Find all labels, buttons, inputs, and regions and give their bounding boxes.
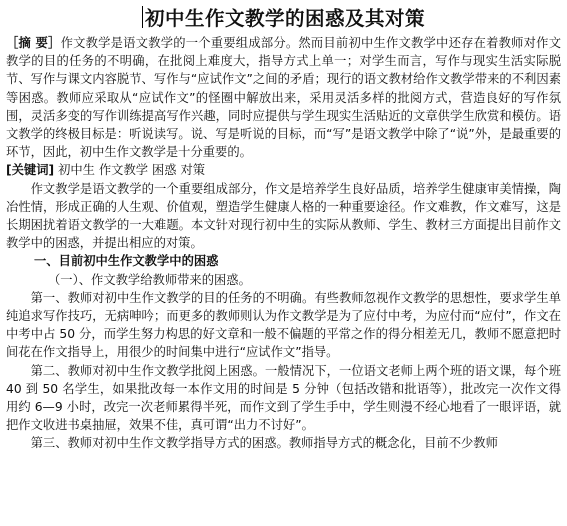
body-paragraph-3: 第三、教师对初中生作文教学指导方式的困惑。教师指导方式的概念化，目前不少教师: [30, 436, 498, 451]
keywords-label: [关键词]: [6, 163, 55, 178]
subsection-heading: （一）、作文教学给教师带来的困惑。: [48, 272, 251, 287]
intro-paragraph: 作文教学是语文教学的一个重要组成部分，作文是培养学生良好品质，培养学生健康审美情操，陶冶性情，形成正确的人生观、价值观，塑造学生健康人格的一种重要途径。作文难教，作文难写，这是长期困扰着语文教学的一大难题。本文针对现行初中生的实际从教师、学生、教材三方面提出目前作文教学中的困惑，并提出相应的对策。: [6, 181, 561, 251]
section-heading: 一、目前初中生作文教学中的困惑: [34, 254, 219, 269]
body-paragraph-1: 第一、教师对初中生作文教学的目的任务的不明确。有些教师忽视作文教学的思想性，要求学生单纯追求写作技巧，无病呻吟；而更多的教师则认为作文教学是为了应付中考，为应付而“应付”，作文在中考中占 50 分，而学生努力构思的好文章和一般不偏题的平常之作的得分相差无几，教师不愿意把时间花在作文指导上，用很少的时间集中进行“应试作文”指导。: [6, 290, 561, 360]
abstract-text: 作文教学是语文教学的一个重要组成部分。然而目前初中生作文教学中还存在着教师对作文教学的目的任务的不明确，在批阅上难度大，指导方式上单一；对学生而言，写作与现实生活实际脱节、写作与课文内容脱节、写作与“应试作文”之间的矛盾；现行的语文教材给作文教学带来的不利因素等困惑。教师应采取从“应试作文”的怪圈中解放出来，采用灵活多样的批阅方式，营造良好的写作氛围，灵活多变的写作训练提高写作兴趣，同时应提供与学生现实生活贴近的文章供学生欣赏和模仿。语文教学的终极目标是：听说读写。说、写是听说的目标，而“写”是语文教学中除了“说”外，是最重要的环节，因此，初中生作文教学是十分重要的。: [6, 36, 561, 160]
title-row: [6, 0, 561, 34]
body-paragraph-2: 第二、教师对初中生作文教学批阅上困惑。一般情况下，一位语文老师上两个班的语文课，每个班 40 到 50 名学生，如果批改每一本作文用的时间是 5 分钟（包括改错和批语等），批改完一次作文得用约 6—9 小时，改完一次老师累得半死，而作文到了学生手中，学生则漫不经心地看了一眼评语，就把作文收进书桌抽屉，效果不佳，真可谓“出力不讨好”。: [6, 363, 561, 433]
abstract-paragraph: [6, 34, 561, 161]
keywords-text: 初中生 作文教学 困惑 对策: [58, 163, 206, 178]
document-title: 初中生作文教学的困惑及其对策: [144, 7, 425, 30]
abstract-label: ［摘 要］: [6, 36, 61, 50]
text-cursor: [142, 6, 143, 28]
keywords-paragraph: [6, 161, 561, 179]
